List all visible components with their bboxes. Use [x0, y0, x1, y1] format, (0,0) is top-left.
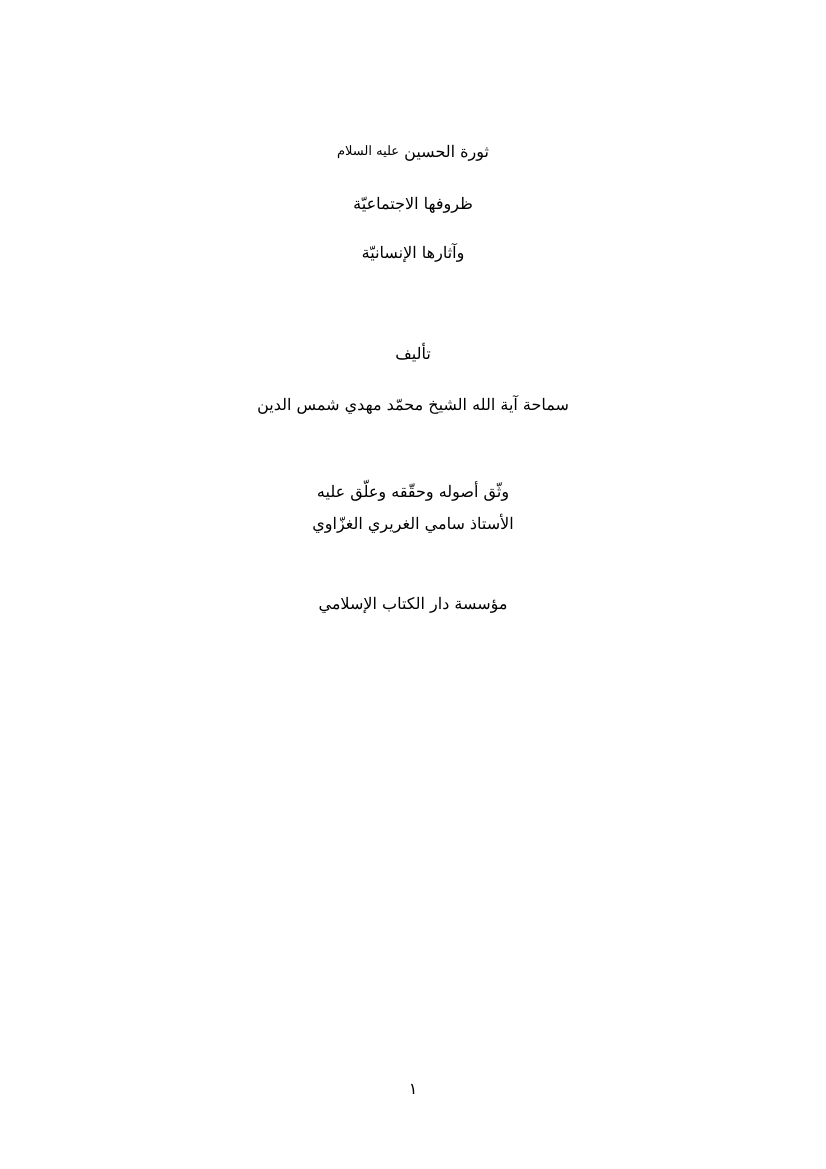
- author-name: سماحة آية الله الشيخ محمّد مهدي شمس الدين: [257, 395, 569, 414]
- honorific-glyph: عليه السلام: [337, 144, 400, 159]
- editor-credit: وثّق أصوله وحقّقه وعلّق عليه: [316, 482, 510, 501]
- book-title-text: ثورة الحسين: [404, 142, 489, 161]
- authorship-label: تأليف: [395, 344, 431, 363]
- editor-name: الأستاذ سامي الغريري الغزّاوي: [312, 514, 514, 533]
- book-title-line-3: وآثارها الإنسانيّة: [361, 243, 465, 262]
- book-title-line-1: [0, 140, 826, 164]
- publisher-name: مؤسسة دار الكتاب الإسلامي: [318, 594, 508, 613]
- book-title-line-2: ظروفها الاجتماعيّة: [353, 194, 473, 213]
- page-number: ١: [408, 1079, 418, 1098]
